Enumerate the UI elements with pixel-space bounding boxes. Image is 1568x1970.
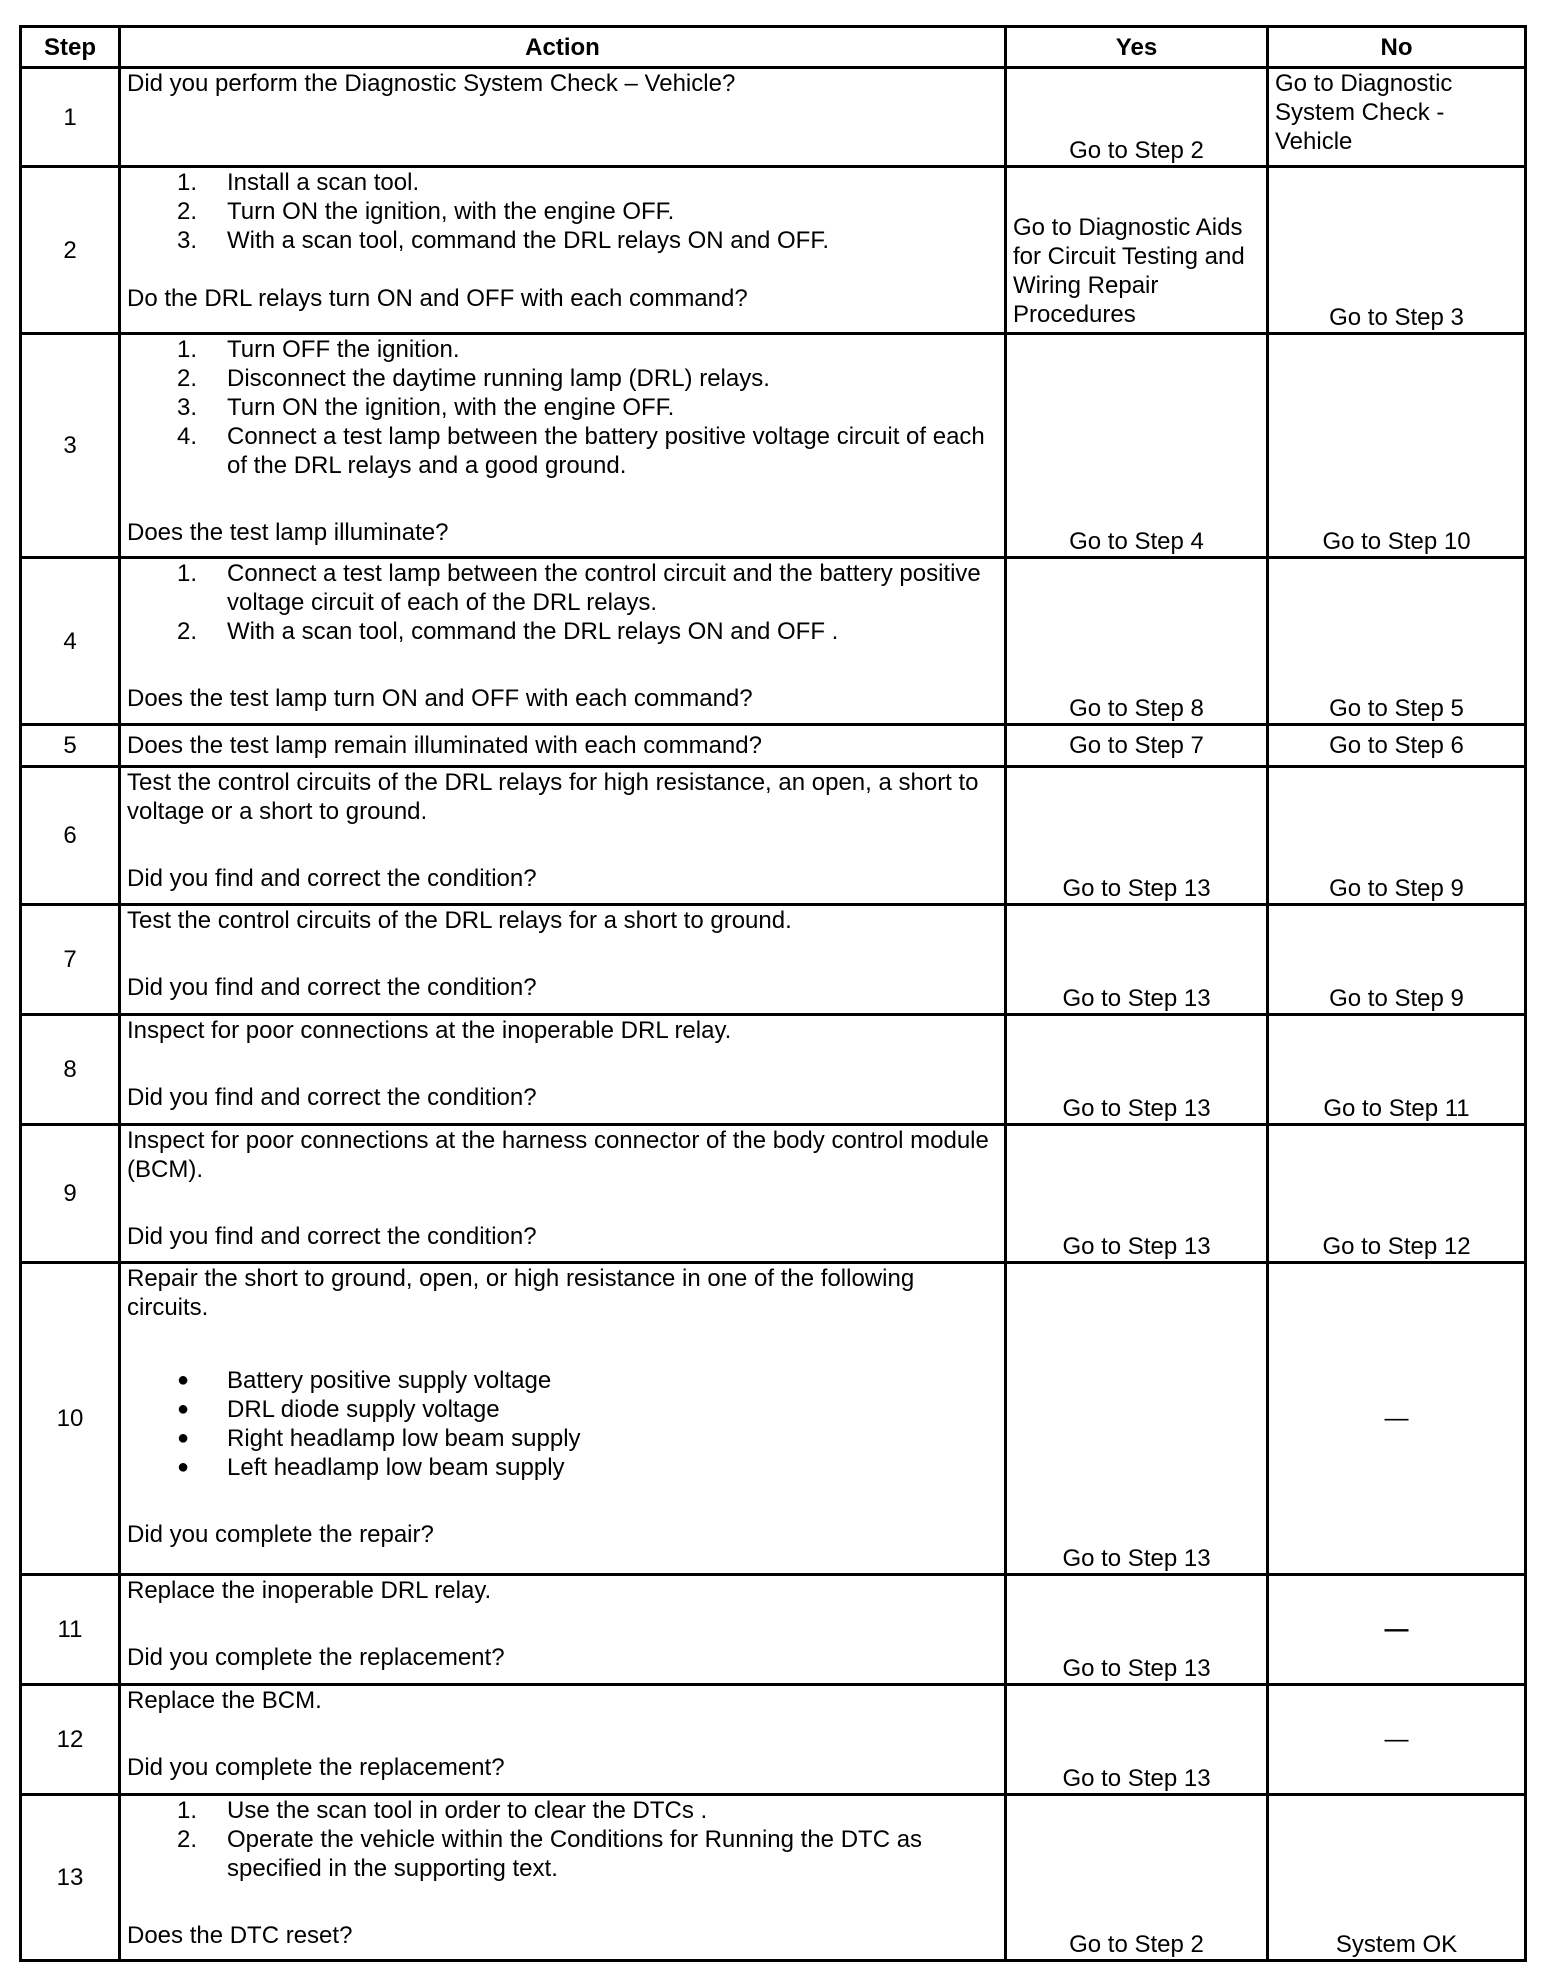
table-row <box>21 68 1526 167</box>
step-number: 1 <box>21 68 120 167</box>
action-question: Do the DRL relays turn ON and OFF with each command? <box>127 285 748 312</box>
action-cell <box>120 1015 1006 1125</box>
table-row <box>21 767 1526 905</box>
no-cell: Go to Step 10 <box>1268 334 1526 558</box>
step-number: 4 <box>21 558 120 725</box>
step-number: 11 <box>21 1575 120 1685</box>
no-cell: Go to Step 11 <box>1268 1015 1526 1125</box>
action-cell <box>120 1263 1006 1575</box>
action-list <box>127 559 998 646</box>
action-text: Inspect for poor connections at the harness connector of the body control module (BCM). <box>127 1127 989 1183</box>
bullet-list <box>127 1366 998 1482</box>
no-cell: Go to Step 9 <box>1268 767 1526 905</box>
action-list <box>127 1796 998 1883</box>
yes-cell: Go to Step 13 <box>1006 1685 1268 1795</box>
no-cell: Go to Step 9 <box>1268 905 1526 1015</box>
list-item: ● Left headlamp low beam supply <box>177 1454 565 1481</box>
step-number: 10 <box>21 1263 120 1575</box>
action-cell <box>120 1795 1006 1961</box>
action-text: Did you perform the Diagnostic System Check – Vehicle? <box>127 70 736 97</box>
no-cell: Go to Step 12 <box>1268 1125 1526 1263</box>
action-question: Did you find and correct the condition? <box>127 865 537 892</box>
step-number: 3 <box>21 334 120 558</box>
yes-cell: Go to Step 13 <box>1006 1125 1268 1263</box>
table-row <box>21 1125 1526 1263</box>
yes-cell: Go to Step 13 <box>1006 1263 1268 1575</box>
list-item: ● Battery positive supply voltage <box>177 1367 552 1394</box>
list-item: ● DRL diode supply voltage <box>177 1396 500 1423</box>
yes-cell: Go to Step 4 <box>1006 334 1268 558</box>
action-cell <box>120 334 1006 558</box>
header-yes: Yes <box>1006 27 1268 68</box>
yes-cell: Go to Step 2 <box>1006 68 1268 167</box>
action-list <box>127 335 998 480</box>
step-number: 13 <box>21 1795 120 1961</box>
diagnostic-table <box>19 25 1527 1962</box>
no-cell: — <box>1268 1685 1526 1795</box>
table-row <box>21 1685 1526 1795</box>
yes-cell: Go to Step 7 <box>1006 725 1268 767</box>
table-row <box>21 1795 1526 1961</box>
table-row <box>21 167 1526 334</box>
action-cell <box>120 558 1006 725</box>
yes-cell: Go to Step 8 <box>1006 558 1268 725</box>
no-cell: — <box>1268 1263 1526 1575</box>
step-number: 7 <box>21 905 120 1015</box>
step-number: 8 <box>21 1015 120 1125</box>
step-number: 6 <box>21 767 120 905</box>
header-no: No <box>1268 27 1526 68</box>
yes-cell: Go to Step 13 <box>1006 905 1268 1015</box>
list-item: 1. Use the scan tool in order to clear the DTCs . <box>177 1797 708 1824</box>
list-item: 2. Operate the vehicle within the Conditions for Running the DTC as specified in the supporting text. <box>177 1826 923 1882</box>
action-question: Did you find and correct the condition? <box>127 1223 537 1250</box>
list-item: 3. Turn ON the ignition, with the engine OFF. <box>177 394 675 421</box>
table-row <box>21 725 1526 767</box>
no-cell: System OK <box>1268 1795 1526 1961</box>
action-text: Test the control circuits of the DRL relays for a short to ground. <box>127 907 792 934</box>
action-cell <box>120 905 1006 1015</box>
action-cell <box>120 68 1006 167</box>
list-item: ● Right headlamp low beam supply <box>177 1425 581 1452</box>
list-item: 2. Disconnect the daytime running lamp (DRL) relays. <box>177 365 770 392</box>
action-question: Did you complete the replacement? <box>127 1644 505 1671</box>
list-item: 1. Install a scan tool. <box>177 169 420 196</box>
action-question: Does the test lamp illuminate? <box>127 519 449 546</box>
action-text: Replace the BCM. <box>127 1687 322 1714</box>
action-cell <box>120 725 1006 767</box>
yes-cell: Go to Step 13 <box>1006 767 1268 905</box>
action-cell <box>120 1575 1006 1685</box>
action-cell <box>120 1125 1006 1263</box>
list-item: 4. Connect a test lamp between the battery positive voltage circuit of each of the DRL relays and a good ground. <box>177 423 985 479</box>
action-cell <box>120 167 1006 334</box>
no-cell: — <box>1268 1575 1526 1685</box>
action-question: Does the test lamp turn ON and OFF with each command? <box>127 685 753 712</box>
action-text: Replace the inoperable DRL relay. <box>127 1577 492 1604</box>
action-question: Did you complete the replacement? <box>127 1754 505 1781</box>
action-question: Does the test lamp remain illuminated with each command? <box>127 732 762 759</box>
no-cell: Go to Step 5 <box>1268 558 1526 725</box>
header-action: Action <box>120 27 1006 68</box>
step-number: 12 <box>21 1685 120 1795</box>
action-question: Did you complete the repair? <box>127 1521 434 1548</box>
yes-cell: Go to Step 2 <box>1006 1795 1268 1961</box>
action-cell <box>120 1685 1006 1795</box>
action-cell <box>120 767 1006 905</box>
yes-cell: Go to Step 13 <box>1006 1575 1268 1685</box>
table-row <box>21 905 1526 1015</box>
no-cell: Go to Diagnostic System Check - Vehicle <box>1268 68 1526 167</box>
action-question: Does the DTC reset? <box>127 1922 353 1949</box>
header-row <box>21 27 1526 68</box>
yes-cell: Go to Diagnostic Aids for Circuit Testing and Wiring Repair Procedures <box>1006 167 1268 334</box>
list-item: 3. With a scan tool, command the DRL relays ON and OFF. <box>177 227 830 254</box>
action-text: Repair the short to ground, open, or high resistance in one of the following circuits. <box>127 1265 915 1321</box>
list-item: 1. Turn OFF the ignition. <box>177 336 460 363</box>
no-cell: Go to Step 6 <box>1268 725 1526 767</box>
step-number: 9 <box>21 1125 120 1263</box>
action-question: Did you find and correct the condition? <box>127 1084 537 1111</box>
action-text: Test the control circuits of the DRL relays for high resistance, an open, a short to voltage or a short to ground. <box>127 769 979 825</box>
action-question: Did you find and correct the condition? <box>127 974 537 1001</box>
table-row <box>21 558 1526 725</box>
table-row <box>21 334 1526 558</box>
no-cell: Go to Step 3 <box>1268 167 1526 334</box>
step-number: 2 <box>21 167 120 334</box>
action-list <box>127 168 998 255</box>
list-item: 1. Connect a test lamp between the control circuit and the battery positive voltage circuit of each of the DRL relays. <box>177 560 981 616</box>
table-row <box>21 1015 1526 1125</box>
table-row <box>21 1575 1526 1685</box>
table-row <box>21 1263 1526 1575</box>
yes-cell: Go to Step 13 <box>1006 1015 1268 1125</box>
list-item: 2. Turn ON the ignition, with the engine OFF. <box>177 198 675 225</box>
list-item: 2. With a scan tool, command the DRL relays ON and OFF . <box>177 618 839 645</box>
step-number: 5 <box>21 725 120 767</box>
action-text: Inspect for poor connections at the inoperable DRL relay. <box>127 1017 732 1044</box>
header-step: Step <box>21 27 120 68</box>
